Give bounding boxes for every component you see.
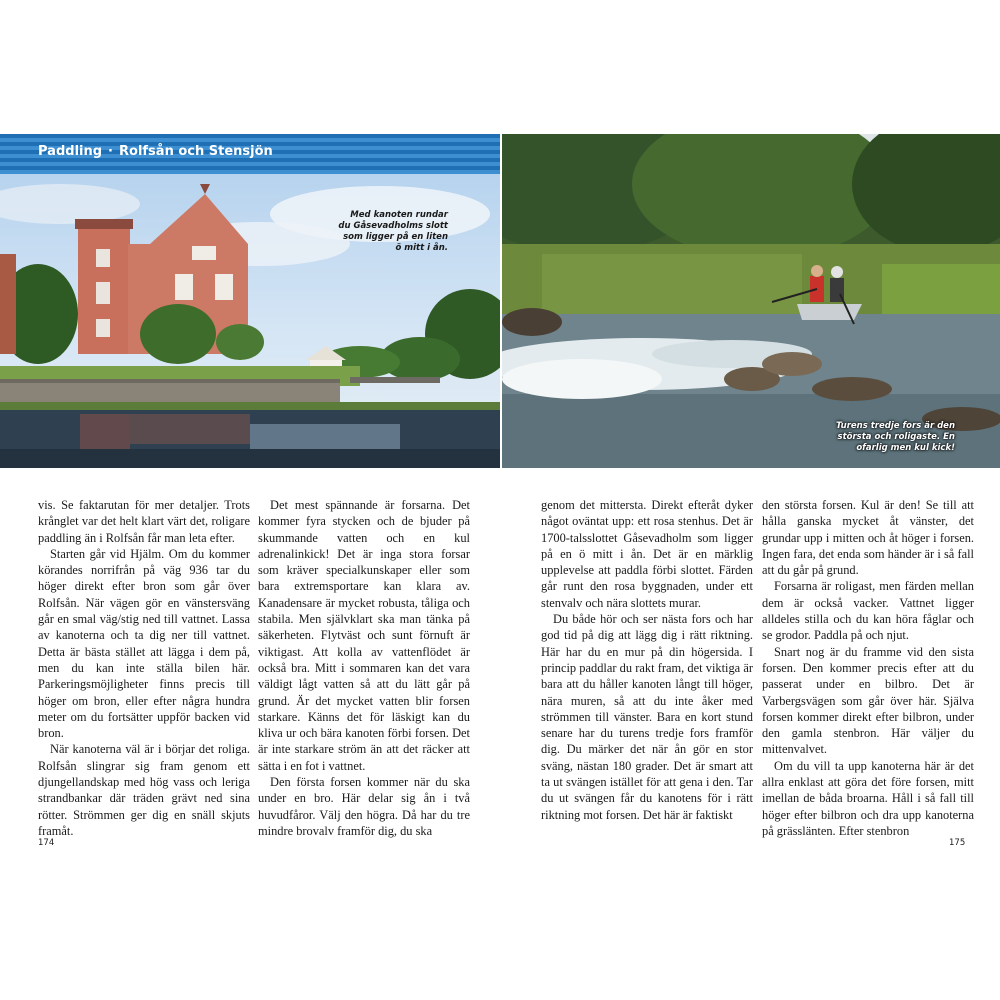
paragraph: Om du vill ta upp kanoterna här är det allra enklast att göra det före forsen, mitt imellan de båda broarna. Håll i så fall till höger efter bilbron och dra upp kanoterna på grässlänten. Efter stenbron xyxy=(762,758,974,838)
paragraph: Den första forsen kommer när du ska under en bro. Här delar sig ån i två huvudfåror. Välj den högra. Då har du tre mindre brovalv framför dig, du ska xyxy=(258,775,470,838)
paragraph: den största forsen. Kul är den! Se till att hålla ganska mycket åt vänster, det grundar upp i mitten och åt höger i forsen. Ingen fara, det enda som händer är i så fall att du går på grund. xyxy=(762,498,974,578)
chapter-header-band xyxy=(0,134,500,174)
text-column-1 xyxy=(38,497,250,839)
text-column-2 xyxy=(258,497,470,839)
paragraph: Du både hör och ser nästa fors och har god tid på dig att lägg dig i rätt riktning. Här har du en mur på din högersida. I princip paddlar du rakt fram, det viktiga är bara att du håller kanoten långt till höger, nära muren, så att du inte åker med strömmen till vänster. Bara en kort stund senare har du turens tredje fors framför dig. Du märker det när ån gör en stor sväng, nästan 180 grader. Det är smart att ta ut svängen istället för att gena i den. Tar du ut svängen får du kanotens för i rätt riktning mot forsen. Det här är faktiskt xyxy=(541,612,753,822)
paragraph: genom det mittersta. Direkt efteråt dyker något oväntat upp: ett rosa stenhus. Det är 1700-talsslottet Gåsevadholm som ligger på en ö mitt i ån. Det är en märklig upplevelse att paddla förbi slottet. Färden går runt den rosa byggnaden, under ett stenvalv och nära slottets murar. xyxy=(541,498,753,610)
text-column-3 xyxy=(541,497,753,823)
rapids-photo-caption: Turens tredje fors är den största och roligaste. En ofarlig men kul kick! xyxy=(835,421,955,453)
castle-photo-caption: Med kanoten rundar du Gåsevadholms slott som ligger på en liten ö mitt i ån. xyxy=(338,210,448,253)
title-separator: · xyxy=(108,144,113,159)
page-number-left: 174 xyxy=(38,838,55,848)
section-subtitle: Rolfsån och Stensjön xyxy=(119,144,273,159)
paragraph: Snart nog är du framme vid den sista forsen. Den kommer precis efter att du passerat under en bilbro. Det är Varbergsvägen som går över här. Själva forsen kommer direkt efter bilbron, under den gamla stenbron. Här väljer du mittenvalvet. xyxy=(762,644,974,757)
paragraph: När kanoterna väl är i börjar det roliga. Rolfsån slingrar sig fram genom ett djungellandskap med hög vass och leriga strandbankar där träden grävt ned sina rötter. Strömmen ger dig en snäll skjuts framåt. xyxy=(38,742,250,838)
rapids-photo xyxy=(502,134,1000,468)
paragraph: vis. Se faktarutan för mer detaljer. Trots krånglet var det helt klart värt det, roligare paddling än i Rolfsån får man leta efter. xyxy=(38,498,250,545)
castle-photo xyxy=(0,174,500,468)
paragraph: Starten går vid Hjälm. Om du kommer körandes norrifrån på väg 936 tar du höger direkt efter bron som går över Rolfsån. När vägen gör en vänstersväng går en smal väg/stig ned till vattnet. Lassa av kanoterna och ta dig ner till vattnet. Detta är bästa stället att lägga i dem på, men du kan inte ställa bilen här. Parkeringsmöjligheter finns precis till höger om bron, eller efter några hundra meter om du fortsätter uppför backen vid bron. xyxy=(38,546,250,741)
page-number-right: 175 xyxy=(949,838,966,848)
paragraph: Det mest spännande är forsarna. Det kommer fyra stycken och de bjuder på skummande vatten och en kul adrenalinkick! Det är inga stora forsar som kräver specialkunskaper eller som bara extremsportare kan klara av. Kanadensare är mycket robusta, tåliga och stabila. Men självklart ska man tänka på säkerheten. Flytväst och sunt förnuft är viktigast. Att kolla av vattenflödet är också bra. Mitt i sommaren kan det vara väldigt lågt vatten så att du lätt går på grund. Är det mycket vatten blir forsen starkare. Känns det för läskigt kan du kliva ur och bära kanoten förbi forsen. Det är inte starkare ström än att det räcker att sätta i en fot i vattnet. xyxy=(258,498,470,773)
paragraph: Forsarna är roligast, men färden mellan dem är också vacker. Vattnet ligger alldeles stilla och du kan höra fåglar och se grodor. Paddla på och njut. xyxy=(762,579,974,643)
chapter-title xyxy=(38,144,273,159)
rapids-photo-illustration xyxy=(502,134,1000,468)
text-column-4 xyxy=(762,497,974,839)
section-label: Paddling xyxy=(38,144,103,159)
